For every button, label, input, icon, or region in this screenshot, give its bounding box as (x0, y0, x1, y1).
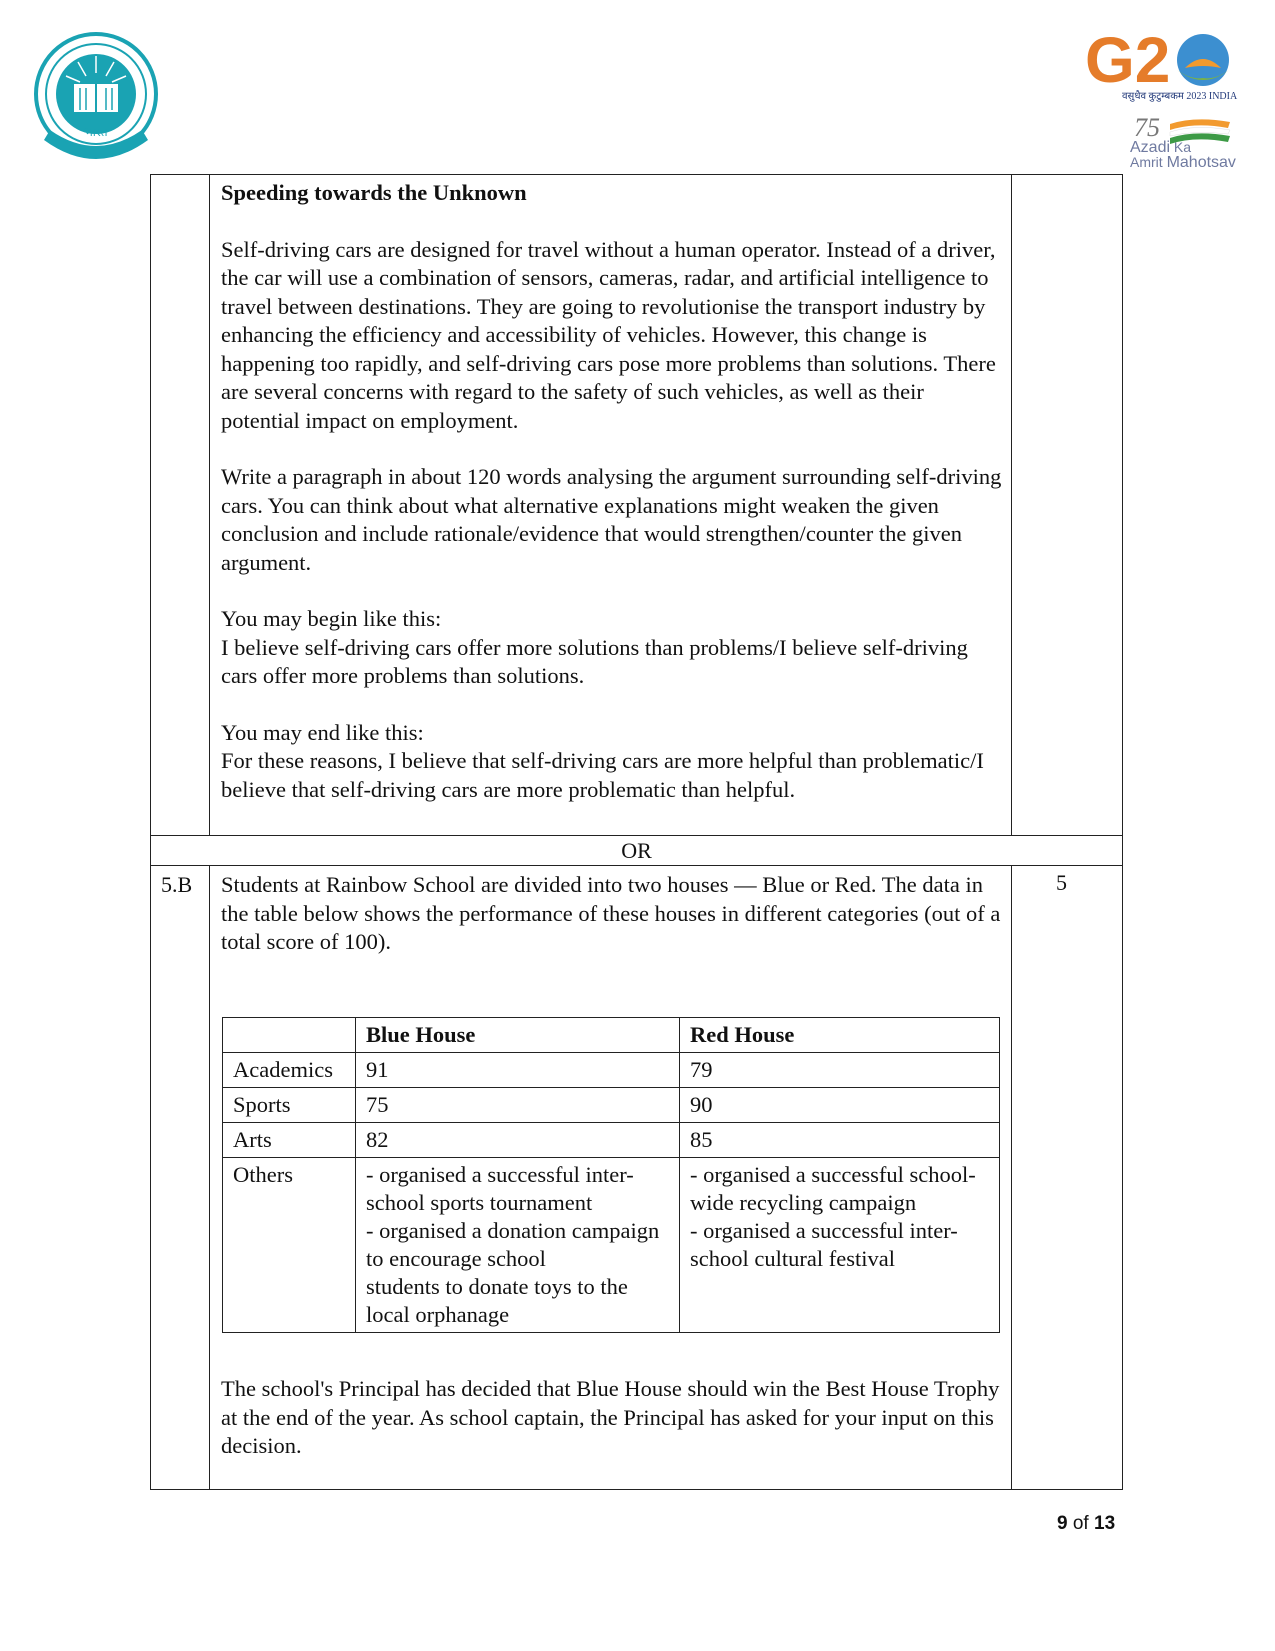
end-intro: You may end like this: (221, 719, 424, 745)
table-cell-category: Sports (223, 1088, 356, 1123)
house-performance-table (222, 1017, 1000, 1333)
question-5b-intro: Students at Rainbow School are divided into two houses — Blue or Red. The data in the table below shows the performance of these houses in different categories (out of a total score of 100). (221, 872, 1001, 954)
svg-text:G2: G2 (1085, 24, 1171, 96)
cbse-logo (30, 28, 162, 176)
column-divider-right (1011, 175, 1012, 1489)
table-row (223, 1088, 1000, 1123)
table-cell-red-others (680, 1158, 1000, 1333)
blue-others-item: - organised a donation campaign to encourage school (366, 1218, 660, 1271)
table-cell-category: Academics (223, 1053, 356, 1088)
question-marks: 5 (1056, 870, 1067, 895)
page-current: 9 (1057, 1513, 1068, 1534)
blue-others-item: students to donate toys to the local orphanage (366, 1274, 628, 1327)
passage-paragraph-2: Write a paragraph in about 120 words analysing the argument surrounding self-driving cars. You can think about what alternative explanations might weaken the given conclusion and include rationale/evidence that would strengthen/counter the given argument. (221, 464, 1002, 575)
table-row-others (223, 1158, 1000, 1333)
table-cell-red: 85 (680, 1123, 1000, 1158)
passage-paragraph-1: Self-driving cars are designed for travel without a human operator. Instead of a driver, the car will use a combination of sensors, cameras, radar, and artificial intelligence to travel between destinations. They are going to revolutionise the transport industry by enhancing the efficiency and accessibility of vehicles. However, this change is happening too rapidly, and self-driving cars pose more problems than solutions. There are several concerns with regard to the safety of such vehicles, as well as their potential impact on employment. (221, 236, 996, 433)
begin-intro: You may begin like this: (221, 606, 442, 631)
passage-section (221, 179, 1006, 804)
passage-title: Speeding towards the Unknown (221, 180, 527, 205)
table-cell-blue-others (356, 1158, 680, 1333)
g20-subtitle: वसुधैव कुटुम्बकम 2023 INDIA (1122, 91, 1238, 102)
red-others-item: - organised a successful inter-school cultural festival (690, 1218, 958, 1271)
svg-text:75: 75 (1134, 113, 1160, 142)
red-others-item: - organised a successful school-wide recycling campaign (690, 1162, 976, 1215)
azadi-text (1130, 140, 1236, 170)
begin-text: I believe self-driving cars offer more solutions than problems/I believe self-driving cars offer more problems than solutions. (221, 634, 968, 688)
question-box (150, 174, 1123, 1490)
page-total: 13 (1094, 1513, 1116, 1534)
azadi-word: Azadi (1130, 139, 1171, 156)
page-of: of (1072, 1513, 1089, 1534)
table-cell-category: Others (223, 1158, 356, 1333)
question-5b-conclusion-section (221, 1375, 1006, 1461)
azadi-ka: Ka (1173, 139, 1192, 155)
row-divider-bottom (151, 865, 1122, 866)
azadi-amrit: Amrit (1130, 154, 1163, 170)
or-separator: OR (151, 836, 1122, 865)
blue-others-item: - organised a successful inter-school sports tournament (366, 1162, 634, 1215)
table-header-red: Red House (680, 1018, 1000, 1053)
table-cell-category: Arts (223, 1123, 356, 1158)
table-cell-blue: 82 (356, 1123, 680, 1158)
page-number (1057, 1513, 1115, 1535)
question-number: 5.B (161, 872, 193, 897)
question-5b-intro-section (221, 871, 1006, 957)
end-text: For these reasons, I believe that self-driving cars are more helpful than problematic/I believe that self-driving cars are more problematic than helpful. (221, 748, 984, 802)
question-5b-conclusion: The school's Principal has decided that Blue House should win the Best House Trophy at the end of the year. As school captain, the Principal has asked for your input on this decision. (221, 1376, 1000, 1458)
table-header-row (223, 1018, 1000, 1053)
table-cell-blue: 91 (356, 1053, 680, 1088)
table-header-blue: Blue House (356, 1018, 680, 1053)
cbse-logo-label: भारत (84, 125, 108, 139)
table-cell-red: 90 (680, 1088, 1000, 1123)
table-cell-blue: 75 (356, 1088, 680, 1123)
table-cell-red: 79 (680, 1053, 1000, 1088)
table-row (223, 1053, 1000, 1088)
azadi-mahotsav: Mahotsav (1166, 154, 1236, 171)
table-header-empty (223, 1018, 356, 1053)
table-row (223, 1123, 1000, 1158)
column-divider-left (209, 175, 210, 1489)
